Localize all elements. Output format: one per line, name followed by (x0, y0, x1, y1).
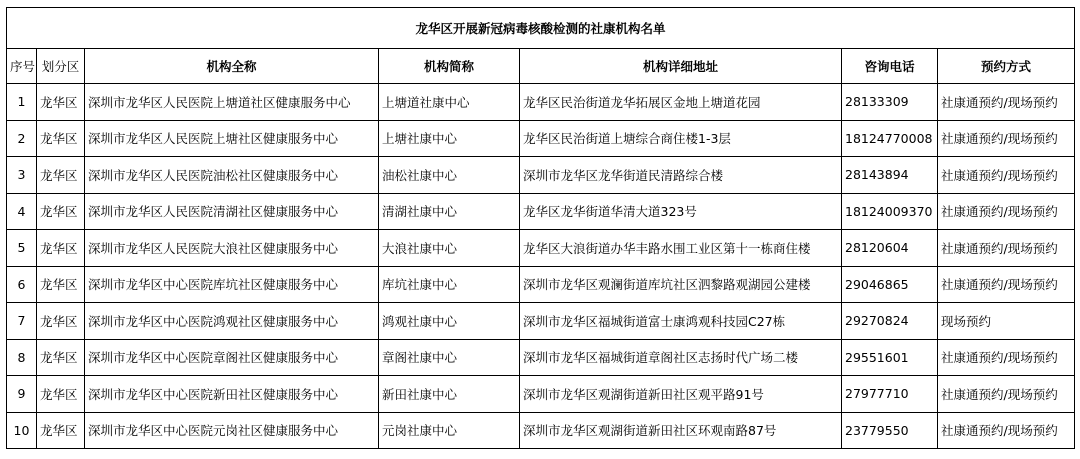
cell-phone: 18124770008 (842, 120, 938, 157)
cell-short-name: 上塘社康中心 (379, 120, 520, 157)
cell-phone: 29551601 (842, 339, 938, 376)
cell-district: 龙华区 (37, 230, 85, 267)
cell-no: 8 (7, 339, 37, 376)
cell-short-name: 大浪社康中心 (379, 230, 520, 267)
cell-phone: 28133309 (842, 84, 938, 121)
cell-address: 龙华区民治街道龙华拓展区金地上塘道花园 (520, 84, 842, 121)
cell-phone: 28120604 (842, 230, 938, 267)
table-row (7, 230, 1075, 267)
cell-full-name: 深圳市龙华区中心医院库坑社区健康服务中心 (85, 266, 379, 303)
cell-address: 深圳市龙华区观湖街道新田社区环观南路87号 (520, 412, 842, 449)
header-phone: 咨询电话 (842, 49, 938, 84)
cell-no: 3 (7, 157, 37, 194)
cell-full-name: 深圳市龙华区中心医院新田社区健康服务中心 (85, 376, 379, 413)
table-row (7, 412, 1075, 449)
cell-district: 龙华区 (37, 376, 85, 413)
cell-address: 深圳市龙华区观湖街道新田社区观平路91号 (520, 376, 842, 413)
cell-phone: 29046865 (842, 266, 938, 303)
cell-booking: 社康通预约/现场预约 (938, 266, 1075, 303)
cell-booking: 社康通预约/现场预约 (938, 376, 1075, 413)
table-row (7, 339, 1075, 376)
cell-full-name: 深圳市龙华区人民医院油松社区健康服务中心 (85, 157, 379, 194)
cell-address: 龙华区大浪街道办华丰路水围工业区第十一栋商住楼 (520, 230, 842, 267)
cell-no: 1 (7, 84, 37, 121)
cell-no: 7 (7, 303, 37, 340)
cell-short-name: 上塘道社康中心 (379, 84, 520, 121)
cell-address: 深圳市龙华区福城街道富士康鸿观科技园C27栋 (520, 303, 842, 340)
table-row (7, 157, 1075, 194)
cell-full-name: 深圳市龙华区中心医院章阁社区健康服务中心 (85, 339, 379, 376)
header-booking: 预约方式 (938, 49, 1075, 84)
institution-table (6, 7, 1075, 449)
cell-phone: 23779550 (842, 412, 938, 449)
cell-address: 深圳市龙华区观澜街道库坑社区泗黎路观湖园公建楼 (520, 266, 842, 303)
cell-phone: 18124009370 (842, 193, 938, 230)
cell-booking: 社康通预约/现场预约 (938, 339, 1075, 376)
header-row (7, 49, 1075, 84)
cell-short-name: 油松社康中心 (379, 157, 520, 194)
cell-short-name: 清湖社康中心 (379, 193, 520, 230)
cell-district: 龙华区 (37, 84, 85, 121)
header-address: 机构详细地址 (520, 49, 842, 84)
cell-booking: 社康通预约/现场预约 (938, 120, 1075, 157)
cell-district: 龙华区 (37, 157, 85, 194)
cell-district: 龙华区 (37, 266, 85, 303)
cell-full-name: 深圳市龙华区人民医院大浪社区健康服务中心 (85, 230, 379, 267)
cell-phone: 27977710 (842, 376, 938, 413)
table-row (7, 303, 1075, 340)
cell-full-name: 深圳市龙华区人民医院上塘社区健康服务中心 (85, 120, 379, 157)
cell-short-name: 鸿观社康中心 (379, 303, 520, 340)
cell-phone: 28143894 (842, 157, 938, 194)
cell-booking: 现场预约 (938, 303, 1075, 340)
cell-no: 5 (7, 230, 37, 267)
cell-booking: 社康通预约/现场预约 (938, 84, 1075, 121)
cell-phone: 29270824 (842, 303, 938, 340)
cell-full-name: 深圳市龙华区中心医院鸿观社区健康服务中心 (85, 303, 379, 340)
header-full-name: 机构全称 (85, 49, 379, 84)
cell-short-name: 元岗社康中心 (379, 412, 520, 449)
cell-no: 2 (7, 120, 37, 157)
cell-booking: 社康通预约/现场预约 (938, 412, 1075, 449)
title-row (7, 8, 1075, 49)
cell-short-name: 新田社康中心 (379, 376, 520, 413)
cell-address: 龙华区龙华街道华清大道323号 (520, 193, 842, 230)
table-row (7, 193, 1075, 230)
header-district: 划分区 (37, 49, 85, 84)
cell-no: 9 (7, 376, 37, 413)
header-no: 序号 (7, 49, 37, 84)
table-row (7, 376, 1075, 413)
cell-no: 6 (7, 266, 37, 303)
cell-district: 龙华区 (37, 303, 85, 340)
cell-district: 龙华区 (37, 193, 85, 230)
cell-short-name: 章阁社康中心 (379, 339, 520, 376)
cell-district: 龙华区 (37, 120, 85, 157)
cell-booking: 社康通预约/现场预约 (938, 193, 1075, 230)
header-short-name: 机构简称 (379, 49, 520, 84)
table-row (7, 120, 1075, 157)
cell-address: 龙华区民治街道上塘综合商住楼1-3层 (520, 120, 842, 157)
cell-no: 10 (7, 412, 37, 449)
cell-address: 深圳市龙华区龙华街道民清路综合楼 (520, 157, 842, 194)
document-title: 龙华区开展新冠病毒核酸检测的社康机构名单 (7, 8, 1075, 49)
cell-address: 深圳市龙华区福城街道章阁社区志扬时代广场二楼 (520, 339, 842, 376)
cell-booking: 社康通预约/现场预约 (938, 157, 1075, 194)
cell-full-name: 深圳市龙华区人民医院清湖社区健康服务中心 (85, 193, 379, 230)
cell-short-name: 库坑社康中心 (379, 266, 520, 303)
cell-booking: 社康通预约/现场预约 (938, 230, 1075, 267)
cell-full-name: 深圳市龙华区中心医院元岗社区健康服务中心 (85, 412, 379, 449)
cell-district: 龙华区 (37, 339, 85, 376)
table-row (7, 266, 1075, 303)
cell-district: 龙华区 (37, 412, 85, 449)
cell-no: 4 (7, 193, 37, 230)
cell-full-name: 深圳市龙华区人民医院上塘道社区健康服务中心 (85, 84, 379, 121)
table-row (7, 84, 1075, 121)
